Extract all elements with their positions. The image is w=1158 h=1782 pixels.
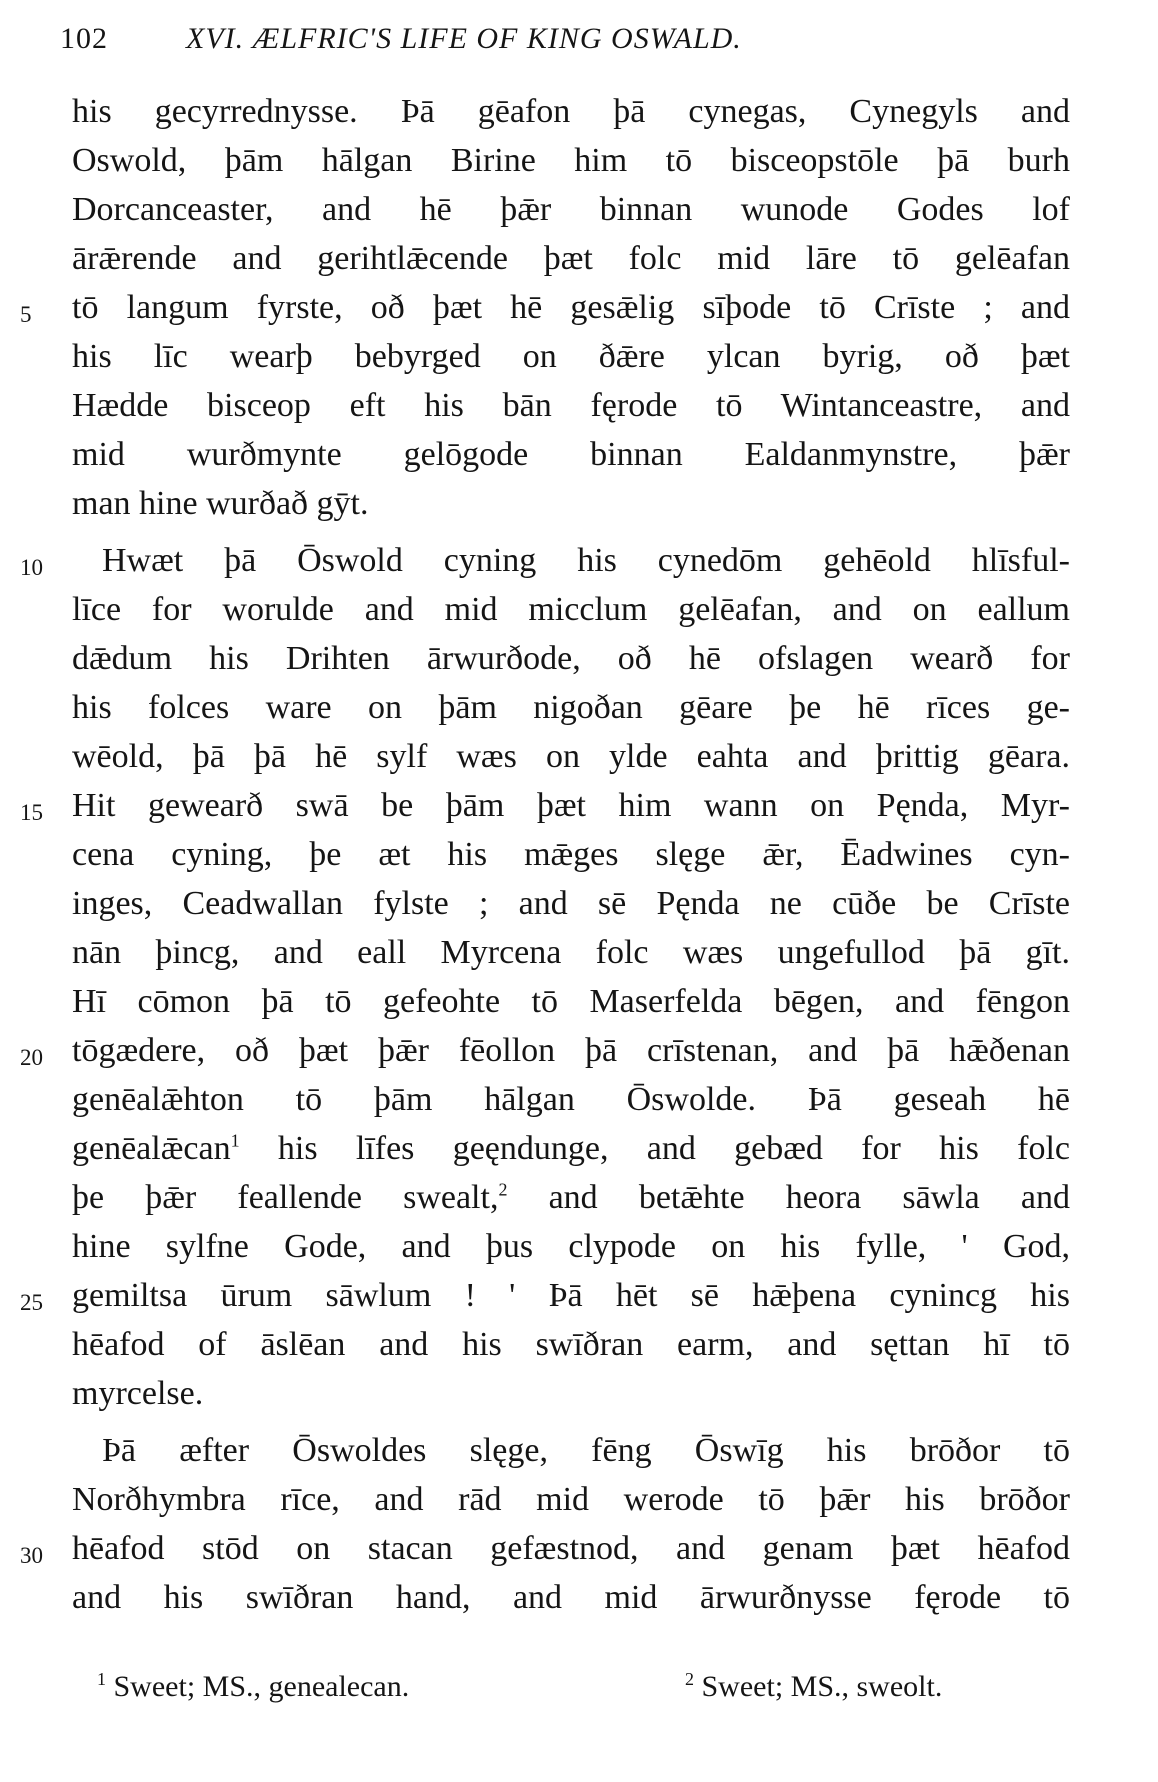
- page-header: [60, 22, 1098, 62]
- line-text: [72, 1031, 1070, 1071]
- line-text: [72, 239, 1070, 279]
- line-text-segment: dǣdum his Drihten ārwurðode, oð hē ofslagen wearð for: [72, 640, 1070, 677]
- footnote-marker: 2: [685, 1669, 694, 1689]
- footnote-1: [97, 1670, 409, 1704]
- text-line: [0, 1431, 1158, 1480]
- line-text: [72, 337, 1070, 377]
- text-line: [0, 1129, 1158, 1178]
- footnote-text: Sweet; MS., genealecan.: [106, 1670, 410, 1703]
- line-text: [72, 190, 1070, 230]
- line-text-segment: līce for worulde and mid micclum gelēafan, and on eallum: [72, 591, 1070, 628]
- line-text: [72, 1480, 1070, 1520]
- line-text: [72, 1325, 1070, 1365]
- line-text: [72, 141, 1070, 181]
- text-line: [0, 541, 1158, 590]
- line-text-segment: his līc wearþ bebyrged on ðǣre ylcan byrig, oð þæt: [72, 338, 1070, 375]
- text-line: [0, 239, 1158, 288]
- line-text-segment: hēafod stōd on stacan gefæstnod, and genam þæt hēafod: [72, 1530, 1070, 1567]
- text-line: [0, 786, 1158, 835]
- page-number: 102: [60, 22, 108, 55]
- line-text-segment: and betǣhte heora sāwla and: [507, 1179, 1070, 1216]
- line-text-segment: myrcelse.: [72, 1375, 204, 1412]
- line-text-segment: Hī cōmon þā tō gefeohte tō Maserfelda bēgen, and fēngon: [72, 983, 1070, 1020]
- line-text: [72, 982, 1070, 1022]
- line-text-segment: Hit gewearð swā be þām þæt him wann on Pęnda, Myr-: [72, 787, 1070, 824]
- line-text-segment: gemiltsa ūrum sāwlum ! ' Þā hēt sē hǣþena cynincg his: [72, 1277, 1070, 1314]
- line-number: 25: [20, 1290, 43, 1315]
- text-line: [0, 1227, 1158, 1276]
- text-line: [0, 337, 1158, 386]
- footnote-text: Sweet; MS., sweolt.: [694, 1670, 943, 1703]
- text-line: [0, 639, 1158, 688]
- line-text-segment: mid wurðmynte gelōgode binnan Ealdanmynstre, þǣr: [72, 436, 1070, 473]
- line-text-segment: þe þǣr feallende swealt,: [72, 1179, 499, 1216]
- text-line: [0, 982, 1158, 1031]
- line-text-segment: Hædde bisceop eft his bān fęrode tō Wintanceastre, and: [72, 387, 1070, 424]
- line-text: [72, 1080, 1070, 1120]
- line-text-segment: man hine wurðað gȳt.: [72, 485, 369, 522]
- line-text: [72, 435, 1070, 475]
- text-line: [0, 484, 1158, 533]
- text-line: [0, 737, 1158, 786]
- line-text-segment: his gecyrrednysse. Þā gēafon þā cynegas, Cynegyls and: [72, 93, 1070, 130]
- line-text-segment: Dorcanceaster, and hē þǣr binnan wunode Godes lof: [72, 191, 1070, 228]
- line-text: [72, 92, 1070, 132]
- text-line: [0, 1031, 1158, 1080]
- line-text: [72, 884, 1070, 924]
- line-text: [72, 590, 1070, 630]
- text-line: [0, 590, 1158, 639]
- running-title: XVI. ÆLFRIC'S LIFE OF KING OSWALD.: [186, 22, 742, 55]
- line-text: [72, 933, 1070, 973]
- footnotes: [0, 1670, 1158, 1718]
- line-text-segment: his līfes geęndunge, and gebæd for his folc: [239, 1130, 1070, 1167]
- line-text: [72, 737, 1070, 777]
- line-text-segment: Hwæt þā Ōswold cyning his cynedōm gehēold hlīsful-: [102, 542, 1070, 579]
- line-text-segment: his folces ware on þām nigoðan gēare þe hē rīces ge-: [72, 689, 1070, 726]
- footnote-reference: 1: [230, 1130, 240, 1151]
- line-text: [72, 1129, 1070, 1169]
- line-text: [72, 1227, 1070, 1267]
- text-line: [0, 1325, 1158, 1374]
- line-number: 15: [20, 800, 43, 825]
- line-text: [102, 541, 1070, 581]
- line-text-segment: genēalǣhton tō þām hālgan Ōswolde. Þā geseah hē: [72, 1081, 1070, 1118]
- line-text-segment: tōgædere, oð þæt þǣr fēollon þā crīstenan, and þā hǣðenan: [72, 1032, 1070, 1069]
- line-text-segment: ārǣrende and gerihtlǣcende þæt folc mid lāre tō gelēafan: [72, 240, 1070, 277]
- line-text: [72, 835, 1070, 875]
- line-text: [72, 1529, 1070, 1569]
- line-text-segment: hēafod of āslēan and his swīðran earm, and sęttan hī tō: [72, 1326, 1070, 1363]
- line-text-segment: tō langum fyrste, oð þæt hē gesǣlig sīþode tō Crīste ; and: [72, 289, 1070, 326]
- text-line: [0, 386, 1158, 435]
- line-text: [102, 1431, 1070, 1471]
- line-text-segment: Oswold, þām hālgan Birine him tō bisceopstōle þā burh: [72, 142, 1070, 179]
- text-line: [0, 1578, 1158, 1627]
- text-line: [0, 435, 1158, 484]
- body-text: [0, 92, 1158, 1627]
- footnote-2: [685, 1670, 942, 1704]
- text-line: [0, 1529, 1158, 1578]
- footnote-marker: 1: [97, 1669, 106, 1689]
- text-line: [0, 933, 1158, 982]
- line-text: [72, 1178, 1070, 1218]
- text-line: [0, 1374, 1158, 1423]
- line-text: [72, 288, 1070, 328]
- text-line: [0, 288, 1158, 337]
- line-text: [72, 484, 1070, 524]
- text-line: [0, 1276, 1158, 1325]
- line-text: [72, 1578, 1070, 1618]
- line-text: [72, 786, 1070, 826]
- line-text: [72, 386, 1070, 426]
- line-text-segment: and his swīðran hand, and mid ārwurðnysse fęrode tō: [72, 1579, 1070, 1616]
- line-text-segment: cena cyning, þe æt his mǣges slęge ǣr, Ēadwines cyn-: [72, 836, 1070, 873]
- text-line: [0, 835, 1158, 884]
- line-text-segment: inges, Ceadwallan fylste ; and sē Pęnda ne cūðe be Crīste: [72, 885, 1070, 922]
- text-line: [0, 1480, 1158, 1529]
- text-line: [0, 884, 1158, 933]
- line-number: 10: [20, 555, 43, 580]
- line-text-segment: genēalǣcan: [72, 1130, 231, 1167]
- line-text: [72, 1276, 1070, 1316]
- text-line: [0, 1178, 1158, 1227]
- text-line: [0, 1080, 1158, 1129]
- line-text: [72, 1374, 1070, 1414]
- text-line: [0, 92, 1158, 141]
- text-line: [0, 141, 1158, 190]
- line-text-segment: hine sylfne Gode, and þus clypode on his fylle, ' God,: [72, 1228, 1070, 1265]
- line-text-segment: Þā æfter Ōswoldes slęge, fēng Ōswīg his brōðor tō: [102, 1432, 1070, 1469]
- line-number: 30: [20, 1543, 43, 1568]
- line-number: 5: [20, 302, 32, 327]
- line-text: [72, 639, 1070, 679]
- text-line: [0, 190, 1158, 239]
- line-text: [72, 688, 1070, 728]
- text-line: [0, 688, 1158, 737]
- line-text-segment: nān þincg, and eall Myrcena folc wæs ungefullod þā gīt.: [72, 934, 1070, 971]
- footnote-reference: 2: [498, 1179, 508, 1200]
- line-text-segment: Norðhymbra rīce, and rād mid werode tō þǣr his brōðor: [72, 1481, 1070, 1518]
- line-number: 20: [20, 1045, 43, 1070]
- line-text-segment: wēold, þā þā hē sylf wæs on ylde eahta and þrittig gēara.: [72, 738, 1070, 775]
